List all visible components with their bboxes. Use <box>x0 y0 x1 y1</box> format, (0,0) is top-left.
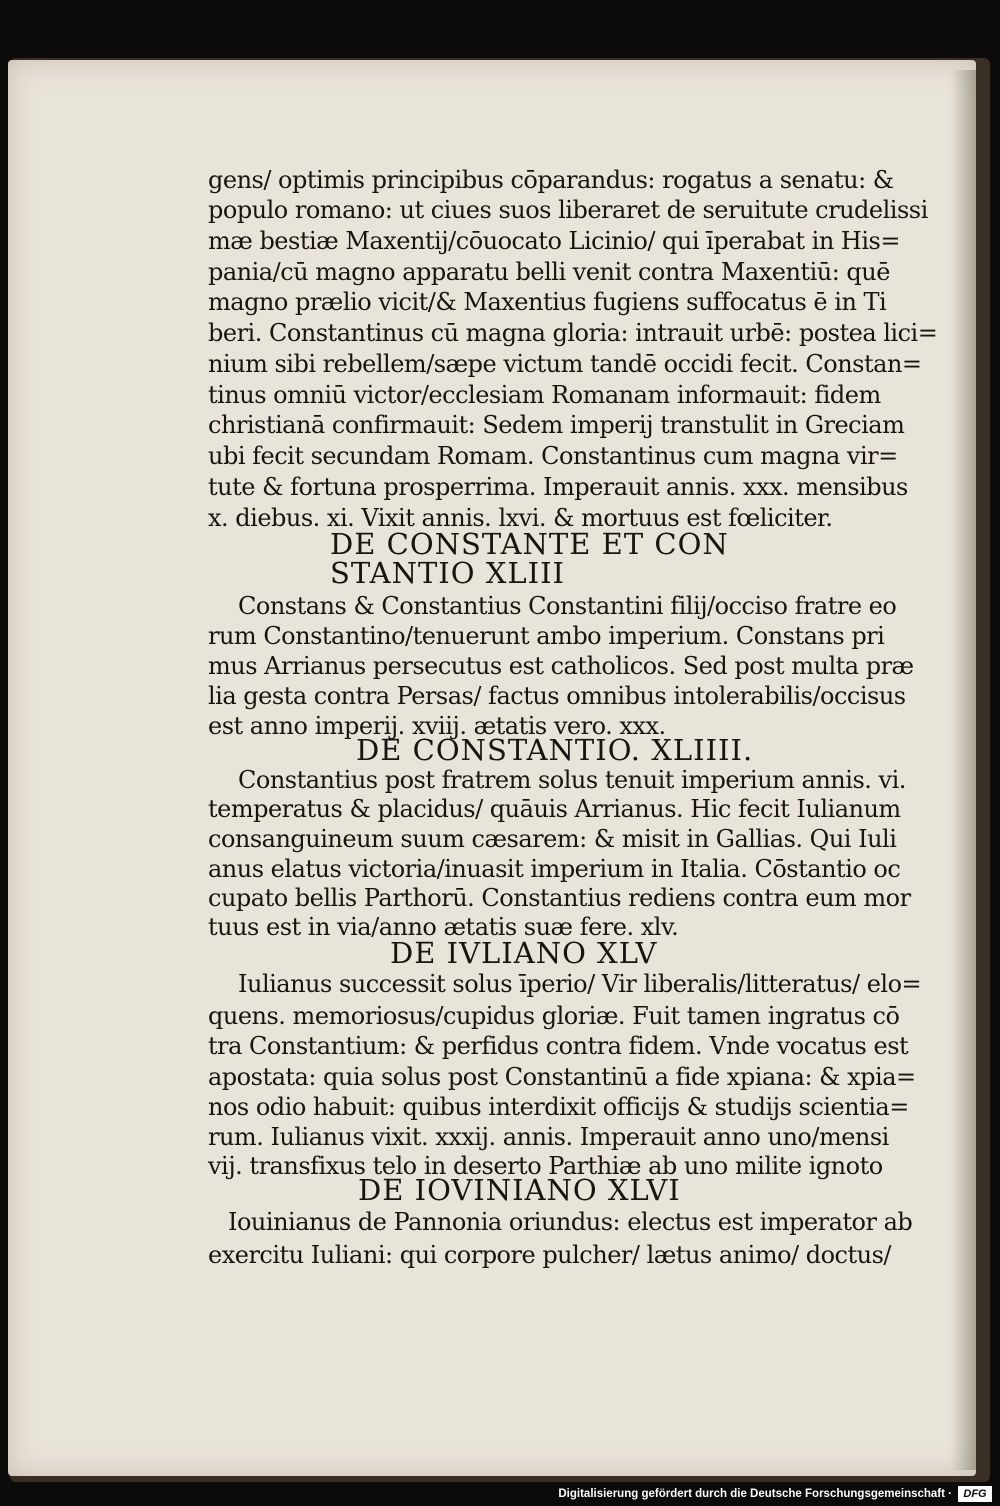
text-line: tra Constantium: & perfidus contra fidem. Vnde vocatus est <box>208 1032 909 1060</box>
text-line: magno prælio vicit/& Maxentius fugiens suffocatus ē in Ti <box>208 288 887 316</box>
text-line: lia gesta contra Persas/ factus omnibus intolerabilis/occisus <box>208 682 906 710</box>
text-line: Constantius post fratrem solus tenuit imperium annis. vi. <box>238 766 906 794</box>
text-line: rum Constantino/tenuerunt ambo imperium. Constans pri <box>208 622 885 650</box>
text-line: vij. transfixus telo in deserto Parthiæ ab uno milite ignoto <box>208 1152 883 1180</box>
text-line: exercitu Iuliani: qui corpore pulcher/ lætus animo/ doctus/ <box>208 1241 891 1269</box>
text-line: populo romano: ut ciues suos liberaret de seruitute crudelissi <box>208 196 928 224</box>
text-line: Constans & Constantius Constantini filij/occiso fratre eo <box>238 592 897 620</box>
text-line: tinus omniū victor/ecclesiam Romanam informauit: fidem <box>208 381 881 409</box>
section-heading: STANTIO XLIII <box>330 556 566 590</box>
section-heading: DE IVLIANO XLV <box>390 936 658 970</box>
text-line: mæ bestiæ Maxentij/cōuocato Licinio/ qui īperabat in His= <box>208 227 900 255</box>
text-line: consanguineum suum cæsarem: & misit in Gallias. Qui Iuli <box>208 825 897 853</box>
text-line: cupato bellis Parthorū. Constantius rediens contra eum mor <box>208 884 911 912</box>
text-line: tute & fortuna prosperrima. Imperauit annis. xxx. mensibus <box>208 473 908 501</box>
text-line: nos odio habuit: quibus interdixit officijs & studijs scientia= <box>208 1093 909 1121</box>
text-line: x. diebus. xi. Vixit annis. lxvi. & mortuus est fœliciter. <box>208 504 833 532</box>
text-line: est anno imperij. xviij. ætatis vero. xxx. <box>208 712 666 740</box>
text-line: quens. memoriosus/cupidus gloriæ. Fuit tamen ingratus cō <box>208 1002 900 1030</box>
digitization-credit: Digitalisierung gefördert durch die Deutsche Forschungsgemeinschaft · <box>558 1488 952 1500</box>
section-heading: DE CONSTANTIO. XLIIII. <box>356 733 754 767</box>
text-line: nium sibi rebellem/sæpe victum tandē occidi fecit. Constan= <box>208 350 922 378</box>
section-heading: DE CONSTANTE ET CON <box>330 527 729 561</box>
section-heading: DE IOVINIANO XLVI <box>358 1173 681 1207</box>
text-line: christianā confirmauit: Sedem imperij transtulit in Greciam <box>208 411 905 439</box>
text-line: apostata: quia solus post Constantinū a fide xpiana: & xpia= <box>208 1063 916 1091</box>
text-line: mus Arrianus persecutus est catholicos. Sed post multa præ <box>208 652 914 680</box>
text-line: gens/ optimis principibus cōparandus: rogatus a senatu: & <box>208 166 894 194</box>
text-line: anus elatus victoria/inuasit imperium in Italia. Cōstantio oc <box>208 855 901 883</box>
text-line: beri. Constantinus cū magna gloria: intrauit urbē: postea lici= <box>208 319 938 347</box>
text-line: ubi fecit secundam Romam. Constantinus cum magna vir= <box>208 442 898 470</box>
dfg-logo: DFG <box>958 1486 992 1502</box>
text-line: rum. Iulianus vixit. xxxij. annis. Imperauit anno uno/mensi <box>208 1123 889 1151</box>
text-line: Iulianus successit solus īperio/ Vir liberalis/litteratus/ elo= <box>238 970 922 998</box>
text-line: Iouinianus de Pannonia oriundus: electus est imperator ab <box>228 1208 913 1236</box>
text-line: temperatus & placidus/ quāuis Arrianus. Hic fecit Iulianum <box>208 795 901 823</box>
text-line: tuus est in via/anno ætatis suæ fere. xlv. <box>208 913 679 941</box>
text-line: pania/cū magno apparatu belli venit contra Maxentiū: quē <box>208 258 890 286</box>
